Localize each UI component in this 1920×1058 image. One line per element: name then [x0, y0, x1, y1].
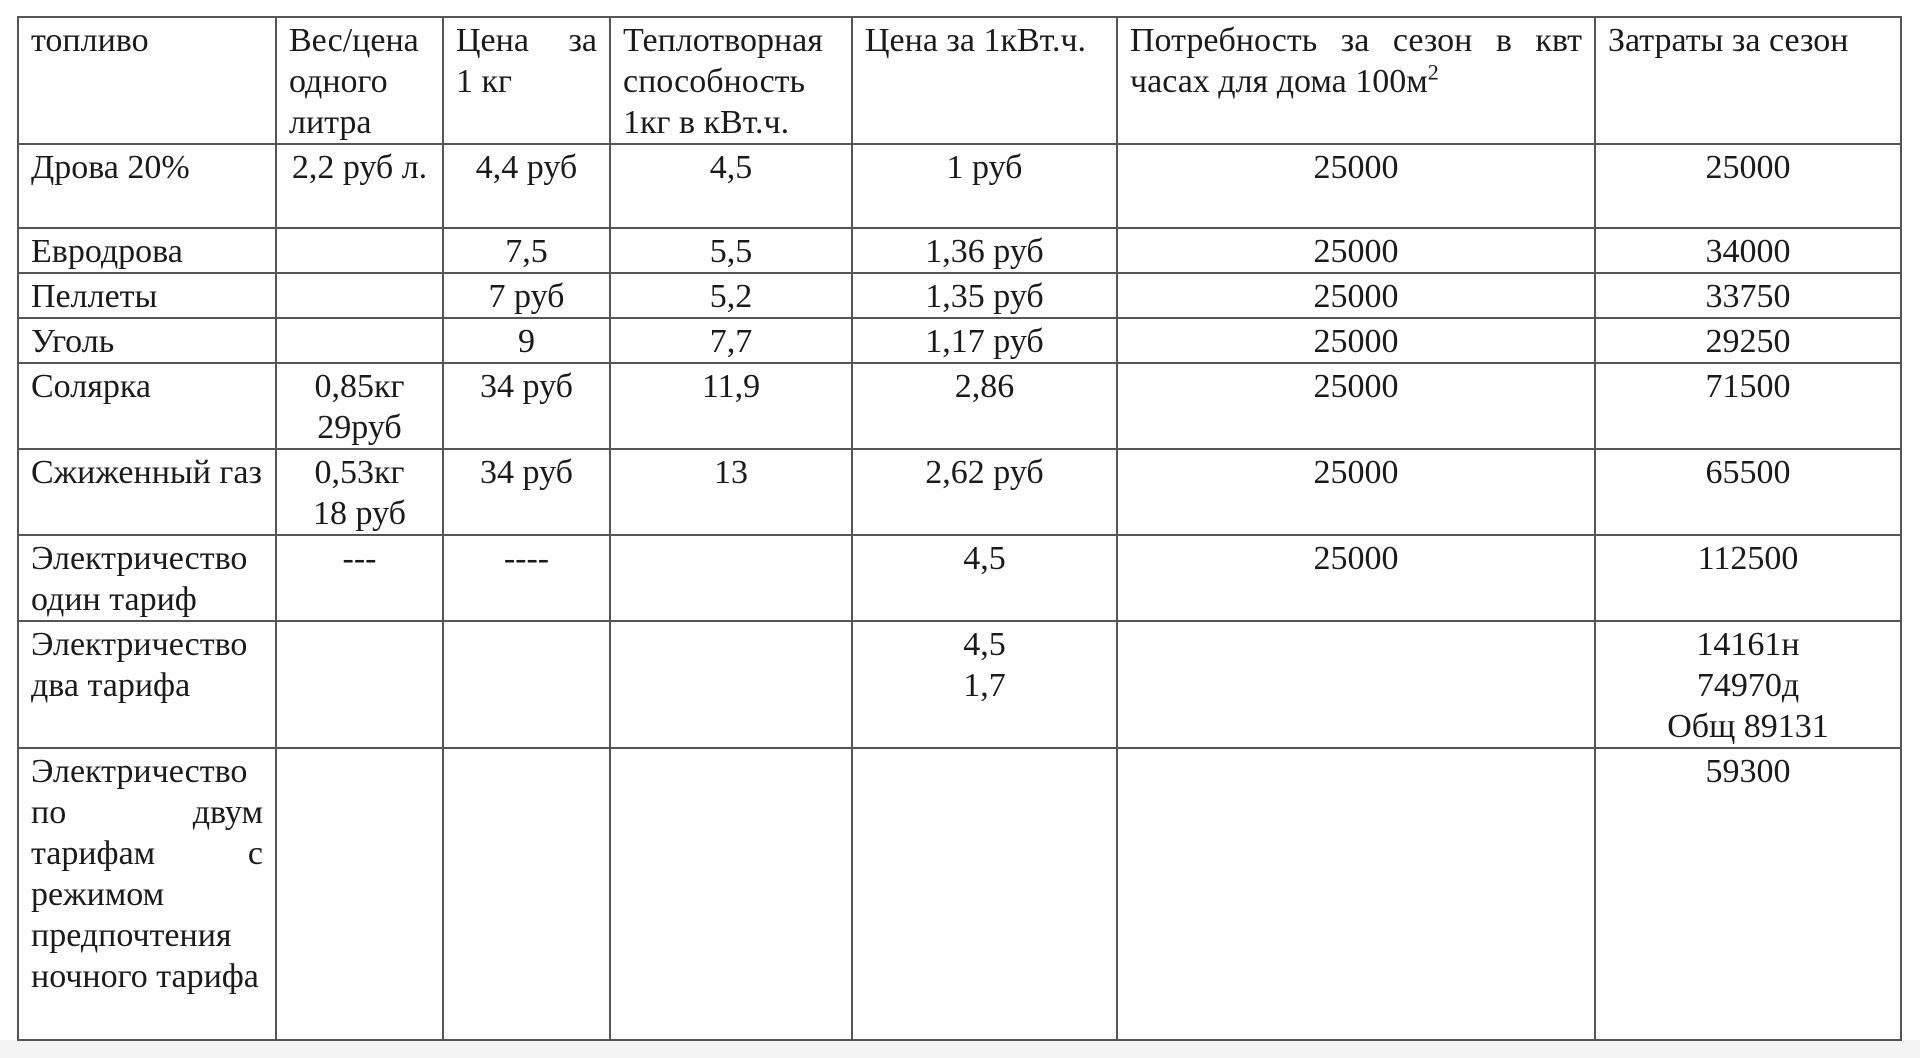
cell-calorific: 13	[610, 449, 852, 535]
cell-price-per-kg	[443, 748, 610, 1040]
cell-weight-price	[276, 621, 443, 748]
cell-price-per-kwh: 1,35 руб	[852, 273, 1117, 318]
cell-weight-price	[276, 273, 443, 318]
header-fuel: топливо	[18, 17, 276, 144]
table-row	[18, 228, 1901, 273]
cell-price-per-kwh: 1,17 руб	[852, 318, 1117, 363]
cell-fuel: Электричество два тарифа	[18, 621, 276, 748]
cell-price-per-kg: 34 руб	[443, 363, 610, 449]
table-row	[18, 318, 1901, 363]
cell-demand: 25000	[1117, 273, 1595, 318]
cell-demand: 25000	[1117, 228, 1595, 273]
cell-demand: 25000	[1117, 144, 1595, 228]
cell-calorific	[610, 621, 852, 748]
cell-price-per-kwh	[852, 748, 1117, 1040]
cell-price-per-kwh: 2,86	[852, 363, 1117, 449]
cell-price-per-kg: 9	[443, 318, 610, 363]
cell-season-cost: 33750	[1595, 273, 1901, 318]
cell-fuel: Солярка	[18, 363, 276, 449]
cell-calorific: 5,5	[610, 228, 852, 273]
table-header-row	[18, 17, 1901, 144]
cell-calorific: 11,9	[610, 363, 852, 449]
cell-demand: 25000	[1117, 363, 1595, 449]
cell-season-cost: 25000	[1595, 144, 1901, 228]
cell-price-per-kwh: 1 руб	[852, 144, 1117, 228]
cell-weight-price	[276, 748, 443, 1040]
cell-calorific	[610, 748, 852, 1040]
cell-calorific	[610, 535, 852, 621]
cell-season-cost: 59300	[1595, 748, 1901, 1040]
cell-weight-price: 2,2 руб л.	[276, 144, 443, 228]
table-row	[18, 363, 1901, 449]
cell-season-cost: 65500	[1595, 449, 1901, 535]
cell-demand	[1117, 748, 1595, 1040]
cell-season-cost: 34000	[1595, 228, 1901, 273]
header-calorific: Теплотворная способность 1кг в кВт.ч.	[610, 17, 852, 144]
cell-season-cost: 29250	[1595, 318, 1901, 363]
cell-fuel: Пеллеты	[18, 273, 276, 318]
cell-fuel: Сжиженный газ	[18, 449, 276, 535]
cell-weight-price	[276, 318, 443, 363]
cell-weight-price	[276, 228, 443, 273]
header-season-cost: Затраты за сезон	[1595, 17, 1901, 144]
table-row	[18, 535, 1901, 621]
cell-price-per-kg: ----	[443, 535, 610, 621]
header-price-per-kwh: Цена за 1кВт.ч.	[852, 17, 1117, 144]
header-price-per-kg: Цена за 1 кг	[443, 17, 610, 144]
cell-fuel: Дрова 20%	[18, 144, 276, 228]
table-row	[18, 748, 1901, 1040]
cell-price-per-kg	[443, 621, 610, 748]
cell-price-per-kwh: 1,36 руб	[852, 228, 1117, 273]
cell-weight-price: 0,53кг 18 руб	[276, 449, 443, 535]
table-row	[18, 449, 1901, 535]
cell-price-per-kg: 7,5	[443, 228, 610, 273]
cell-fuel: Евродрова	[18, 228, 276, 273]
cell-price-per-kg: 7 руб	[443, 273, 610, 318]
cell-fuel: Электричество по двум тарифам с режимом предпочтения ночного тарифа	[18, 748, 276, 1040]
header-demand: Потребность за сезон в квт часах для дома $100м^2$	[1117, 17, 1595, 144]
fuel-cost-table	[17, 16, 1902, 1041]
cell-demand	[1117, 621, 1595, 748]
cell-calorific: 5,2	[610, 273, 852, 318]
table-row	[18, 273, 1901, 318]
cell-season-cost: 14161н 74970д Общ 89131	[1595, 621, 1901, 748]
cell-season-cost: 71500	[1595, 363, 1901, 449]
cell-price-per-kg: 34 руб	[443, 449, 610, 535]
cell-fuel: Уголь	[18, 318, 276, 363]
table-row	[18, 621, 1901, 748]
cell-season-cost: 112500	[1595, 535, 1901, 621]
table-row	[18, 144, 1901, 228]
cell-calorific: 7,7	[610, 318, 852, 363]
cell-calorific: 4,5	[610, 144, 852, 228]
cell-price-per-kwh: 4,5 1,7	[852, 621, 1117, 748]
cell-price-per-kwh: 4,5	[852, 535, 1117, 621]
cell-demand: 25000	[1117, 318, 1595, 363]
cell-demand: 25000	[1117, 449, 1595, 535]
cell-price-per-kwh: 2,62 руб	[852, 449, 1117, 535]
cell-price-per-kg: 4,4 руб	[443, 144, 610, 228]
header-weight-price: Вес/цена одного литра	[276, 17, 443, 144]
cell-weight-price: ---	[276, 535, 443, 621]
cell-weight-price: 0,85кг 29руб	[276, 363, 443, 449]
cell-fuel: Электричество один тариф	[18, 535, 276, 621]
cell-demand: 25000	[1117, 535, 1595, 621]
